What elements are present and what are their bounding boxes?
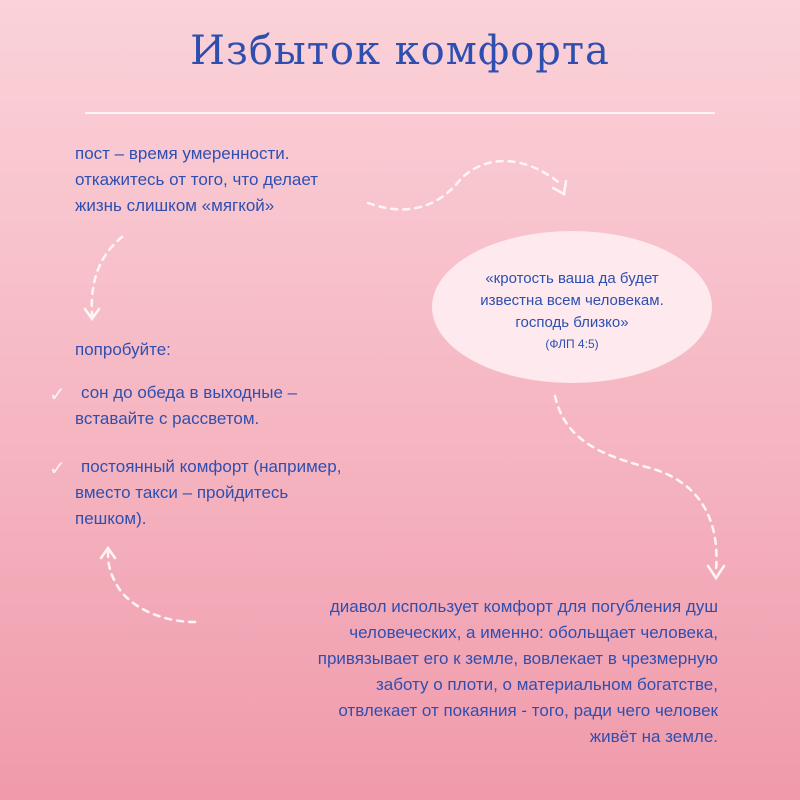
item-line: вместо такси – пройдитесь <box>75 483 289 502</box>
intro-line: пост – время умеренности. <box>75 144 290 163</box>
item-line: постоянный комфорт (например, <box>81 457 342 476</box>
intro-line: откажитесь от того, что делает <box>75 170 318 189</box>
arrow-head <box>553 181 566 194</box>
outro-line: привязывает его к земле, вовлекает в чрезмерную <box>317 649 718 668</box>
outro-line: человеческих, а именно: обольщает человека, <box>349 623 718 642</box>
dashed-arrow-icon <box>368 161 562 209</box>
outro-line: заботу о плоти, о материальном богатстве, <box>375 675 718 694</box>
item-line: пешком). <box>75 509 147 528</box>
item-line: вставайте с рассветом. <box>75 409 260 428</box>
check-icon: ✓ <box>49 458 66 480</box>
dashed-arrow-icon <box>555 396 716 570</box>
check-icon: ✓ <box>49 384 66 406</box>
dashed-arrow-icon <box>92 237 122 315</box>
item-line: сон до обеда в выходные – <box>81 383 298 402</box>
quote-reference: (ФЛП 4:5) <box>545 337 599 351</box>
quote-line: известна всем человекам. <box>480 292 664 309</box>
quote-line: господь близко» <box>515 314 629 331</box>
outro-line: отвлекает от покаяния - того, ради чего человек <box>338 701 718 720</box>
intro-line: жизнь слишком «мягкой» <box>75 196 275 215</box>
page-title: Избыток комфорта <box>190 28 610 74</box>
outro-line: живёт на земле. <box>589 727 718 746</box>
dashed-arrow-icon <box>108 552 195 622</box>
quote-line: «кротость ваша да будет <box>485 270 659 287</box>
outro-line: диавол использует комфорт для погубления душ <box>329 597 718 616</box>
try-label: попробуйте: <box>75 340 171 359</box>
